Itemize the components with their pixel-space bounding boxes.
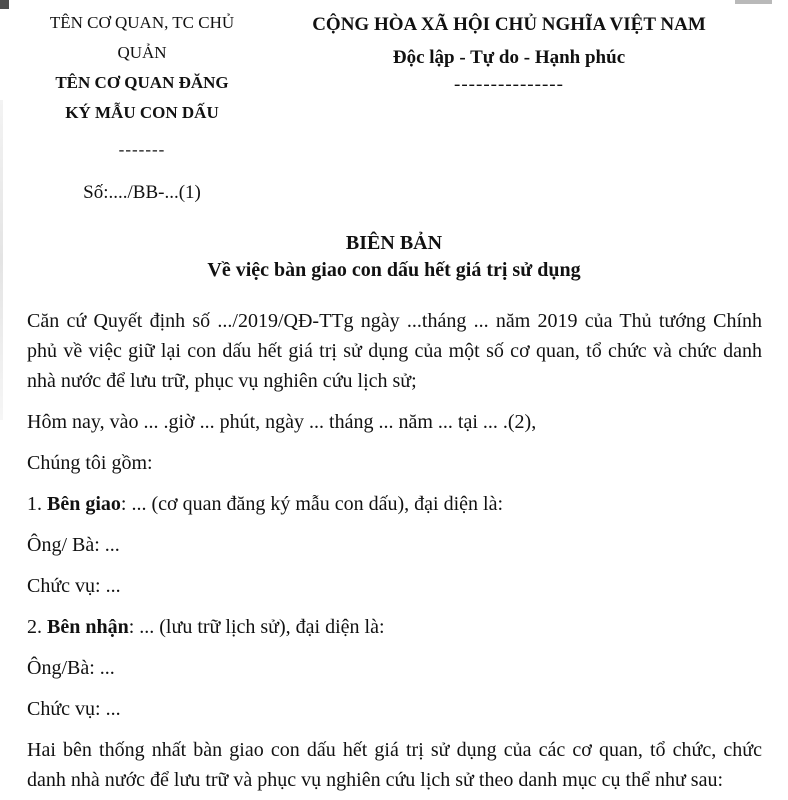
header-left-column <box>27 8 257 204</box>
document-header <box>0 8 788 204</box>
party-nhan-description: : ... (lưu trữ lịch sử), đại diện là: <box>128 616 385 638</box>
title-subject: Về việc bàn giao con dấu hết giá trị sử dụng <box>207 259 581 281</box>
party-giao-index: 1. <box>27 493 47 515</box>
party-nhan-person: Ông/Bà: ... <box>27 657 115 679</box>
paragraph-time-place: Hôm nay, vào ... .giờ ... phút, ngày ... tháng ... năm ... tại ... .(2), <box>27 411 537 433</box>
issuing-agency-name: TÊN CƠ QUAN ĐĂNG KÝ MẪU CON DẤU <box>55 73 229 122</box>
party-nhan-position: Chức vụ: ... <box>27 698 121 720</box>
party-giao-person: Ông/ Bà: ... <box>27 534 120 556</box>
party-giao-position: Chức vụ: ... <box>27 575 121 597</box>
national-motto: Độc lập - Tự do - Hạnh phúc <box>392 47 626 68</box>
party-nhan-label: Bên nhận <box>47 616 129 638</box>
paragraph-legal-basis: Căn cứ Quyết định số .../2019/QĐ-TTg ngày ...tháng ... năm 2019 của Thủ tướng Chính phủ về việc giữ lại con dấu hết giá trị sử dụng của một số cơ quan, tổ chức và chức danh nhà nước để lưu trữ, phục vụ nghiên cứu lịch sử; <box>27 310 762 392</box>
document-body <box>0 306 788 795</box>
national-title: CỘNG HÒA XÃ HỘI CHỦ NGHĨA VIỆT NAM <box>312 14 706 35</box>
paragraph-agreement: Hai bên thống nhất bàn giao con dấu hết giá trị sử dụng của các cơ quan, tổ chức, chức danh nhà nước để lưu trữ và phục vụ nghiên cứu lịch sử theo danh mục cụ thể như sau: <box>27 739 762 791</box>
scan-artifact-left-edge <box>0 100 3 420</box>
party-nhan-index: 2. <box>27 616 47 638</box>
right-separator-dashes: --------------- <box>454 74 564 95</box>
header-right-column <box>257 8 761 204</box>
parent-agency-name: TÊN CƠ QUAN, TC CHỦ QUẢN <box>49 13 235 62</box>
paragraph-party-nhan <box>27 612 762 642</box>
document-title <box>0 230 788 284</box>
scan-artifact-top-right <box>735 0 772 4</box>
left-separator-dashes: ------- <box>118 140 166 159</box>
title-main: BIÊN BẢN <box>345 232 443 254</box>
scan-artifact-top-left <box>0 0 9 9</box>
party-giao-label: Bên giao <box>47 493 121 515</box>
party-giao-description: : ... (cơ quan đăng ký mẫu con dấu), đại diện là: <box>120 493 504 515</box>
document-number: Số:..../BB-...(1) <box>83 182 201 203</box>
paragraph-party-giao <box>27 489 762 519</box>
paragraph-participants-intro: Chúng tôi gồm: <box>27 452 153 474</box>
